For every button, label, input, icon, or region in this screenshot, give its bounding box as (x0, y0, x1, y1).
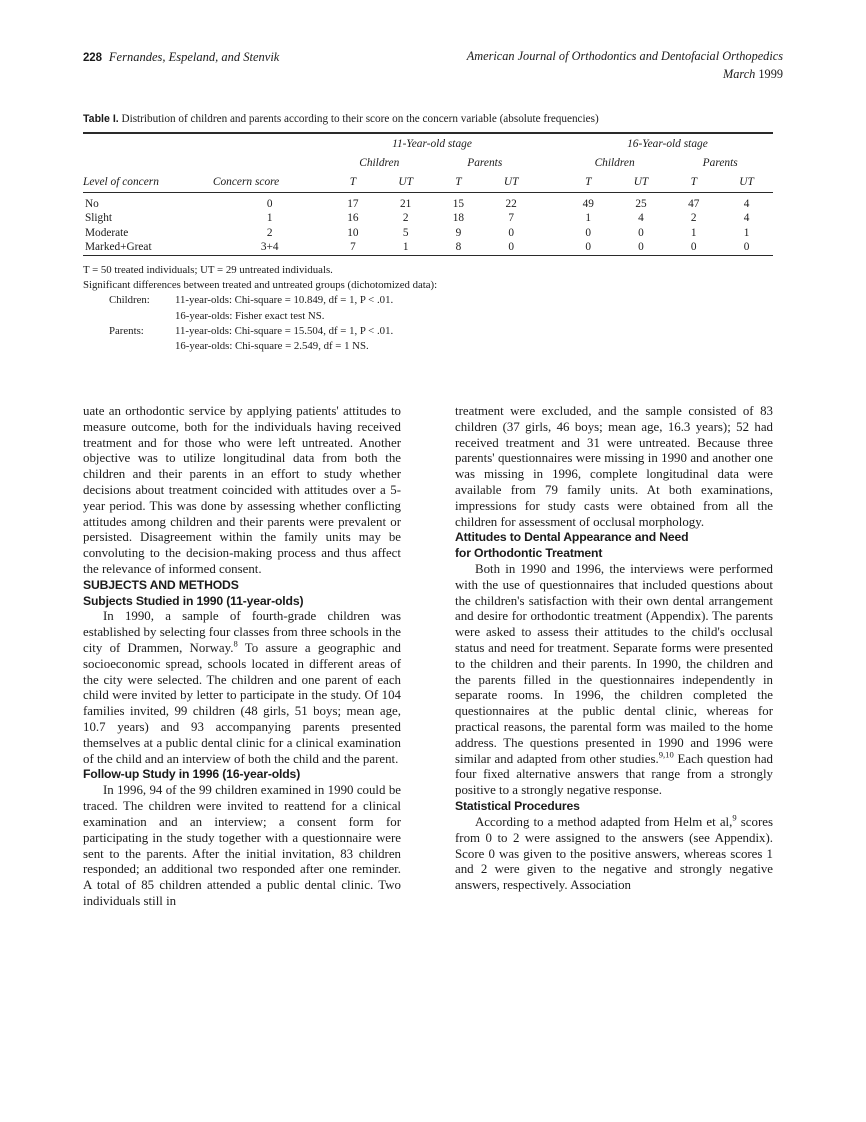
cell: 0 (508, 241, 514, 254)
cell: 49 (582, 197, 594, 210)
cell: 1 (585, 212, 592, 225)
footnote-parents-label: Parents: (109, 324, 144, 337)
paragraph-attitudes-part-b: Each question had four fixed alternative answers that range from a strongly positive to a strongly negative response. (455, 751, 773, 798)
cell: 8 (455, 241, 462, 254)
cell: 7 (508, 212, 514, 225)
cell: 4 (743, 197, 750, 210)
col-header-concern-score: Concern score (212, 175, 280, 188)
stage-header-16: 16-Year-old stage (562, 133, 773, 153)
cell: 9 (455, 226, 462, 239)
table-label: Table I. (83, 113, 119, 125)
table-row (83, 226, 773, 241)
cell: 1 (743, 226, 750, 239)
row-concern-score: 2 (266, 226, 273, 239)
cell: 4 (638, 212, 644, 225)
col-header-level-of-concern: Level of concern (83, 175, 159, 188)
cell: 16 (347, 212, 359, 225)
footnote-significance-intro: Significant differences between treated and untreated groups (dichotomized data): (83, 278, 438, 291)
cell: 0 (585, 241, 592, 254)
table-block (83, 112, 773, 355)
row-level-label: Slight (85, 212, 112, 225)
footnote-children-16-text: 16-year-olds: Fisher exact test NS. (175, 309, 325, 322)
cell: 1 (402, 241, 409, 254)
table-group-header-row (83, 154, 773, 171)
column-right (455, 404, 773, 894)
paragraph-1990-part-a: In 1990, a sample of fourth-grade children was established by selecting four classes from three schools in the city of Drammen, Norway. (83, 609, 401, 656)
footnote-children-label: Children: (109, 294, 150, 307)
heading-statistical-procedures: Statistical Procedures (455, 799, 580, 814)
sub-header-3: UT (503, 175, 519, 188)
cell: 0 (638, 241, 644, 254)
table-stage-header-row (83, 133, 773, 153)
paragraph-statistics-part-a: According to a method adapted from Helm et al, (475, 814, 733, 829)
paragraph-1996-followup: In 1996, 94 of the 99 children examined in 1990 could be traced. The children were invited to reattend for a clinical examination and an interview; a consent form for participating in the study together with a questionnaire were sent to the parents. After the initial invitation, 83 children responded; an additional two responded after one reminder. A total of 85 children attended a public dental clinic. Two individuals still in (83, 783, 401, 908)
running-head-left (83, 48, 279, 66)
cell: 4 (743, 212, 750, 225)
row-concern-score: 3+4 (260, 241, 279, 254)
cell: 0 (508, 226, 514, 239)
issue-date (467, 66, 783, 84)
sub-header-7: UT (739, 175, 754, 188)
sub-header-0: T (349, 175, 357, 188)
sub-header-2: T (455, 175, 462, 188)
group-header-parents-16: Parents (702, 156, 738, 169)
paragraph-1990-part-b: To assure a geographic and socioeconomic spread, schools located in different areas of the city were selected. The children and one parent of each child were invited by letter to participate in the study. Of 104 families invited, 99 children (48 girls, 51 boys; mean age, 10.7 years) and 93 accompanying parents presented themselves at a public dental clinic for a clinical examination of the child and an interview of both the child and the parent. (83, 641, 401, 766)
group-header-parents-11: Parents (467, 156, 503, 169)
heading-subjects-studied-1990: Subjects Studied in 1990 (11-year-olds) (83, 593, 304, 608)
row-concern-score: 0 (266, 197, 273, 210)
cell: 5 (402, 226, 409, 239)
heading-attitudes-line2: for Orthodontic Treatment (455, 546, 603, 561)
journal-title: American Journal of Orthodontics and Dentofacial Orthopedics (466, 49, 783, 63)
group-header-children-11: Children (359, 156, 400, 169)
footnote-parents-11 (83, 324, 773, 339)
column-left (83, 404, 401, 910)
cell: 25 (635, 197, 647, 210)
table-row (83, 197, 773, 212)
footnote-parents-16 (83, 339, 773, 354)
footnote-parents-16-text: 16-year-olds: Chi-square = 2.549, df = 1 NS. (175, 340, 369, 353)
cell: 15 (452, 197, 465, 210)
row-level-label: Marked+Great (85, 241, 152, 254)
paragraph-continued-left: uate an orthodontic service by applying patients' attitudes to measure outcome, both for the individuals having received treatment and for those who were left untreated. Another objective was to utilize longitudinal data from both the children and their parents in an effort to study whether decisions about treatment coincided with attitudes over a 5-year period. This was done by assessing whether conflicting attitudes among children and their parents were prevalent or persisted. Disagreement within the family units may be convoluting to the decision-making process and thus affect the relevance of informed consent. (83, 404, 401, 576)
paragraph-statistics-part-b: scores from 0 to 2 were assigned to the answers (see Appendix). Score 0 was given to the positive answers, whereas scores 1 and 2 were given to the negative and strongly negative answers, respectively. Association (455, 814, 774, 893)
group-header-children-16: Children (594, 156, 635, 169)
sub-header-5: UT (633, 175, 649, 188)
sub-header-4: T (585, 175, 592, 188)
table-caption-text: Distribution of children and parents according to their score on the concern variable (absolute frequencies) (121, 113, 599, 125)
paragraph-continued-right: treatment were excluded, and the sample consisted of 83 children (37 girls, 46 boys; mean age, 16.3 years); 52 had received treatment and 31 were untreated. Because three parents' questionnaires were missing in 1990 and another one was missing in 1996, complete longitudinal data were available from 79 family units. At both examinations, impressions for study casts were obtained from all the children for assessment of occlusal morphology. (455, 404, 773, 529)
running-head (83, 48, 783, 94)
cell: 0 (690, 241, 697, 254)
cell: 2 (402, 212, 409, 225)
cell: 0 (743, 241, 750, 254)
cell: 0 (638, 226, 644, 239)
heading-followup-1996: Follow-up Study in 1996 (16-year-olds) (83, 767, 301, 782)
row-level-label: Moderate (85, 226, 129, 239)
reference-marker-9: 9 (732, 812, 737, 823)
footnote-parents-11-text: 11-year-olds: Chi-square = 15.504, df = 1, P < .01. (175, 324, 394, 337)
table-row (83, 240, 773, 255)
row-concern-score: 1 (266, 212, 273, 225)
page-number: 228 (83, 52, 102, 64)
concern-distribution-table (83, 132, 773, 258)
paragraph-attitudes (455, 562, 773, 799)
table-row (83, 211, 773, 226)
cell: 10 (347, 226, 359, 239)
footnote-children-16 (83, 309, 773, 324)
paragraph-statistics (455, 812, 774, 894)
table-caption (83, 112, 773, 127)
stage-header-11: 11-Year-old stage (327, 133, 538, 153)
cell: 0 (585, 226, 592, 239)
cell: 18 (452, 212, 465, 225)
table-bottom-rule-row (83, 255, 773, 258)
cell: 22 (505, 197, 517, 210)
running-head-authors: Fernandes, Espeland, and Stenvik (108, 50, 280, 64)
heading-subjects-and-methods: SUBJECTS AND METHODS (83, 577, 239, 592)
sub-header-6: T (690, 175, 697, 188)
sub-header-1: UT (398, 175, 413, 188)
running-head-right (467, 48, 783, 84)
cell: 17 (347, 197, 359, 210)
row-level-label: No (85, 197, 99, 210)
table-sub-header-row (83, 172, 773, 192)
footnote-children-11-text: 11-year-olds: Chi-square = 10.849, df = 1, P < .01. (175, 294, 394, 307)
footnote-definitions: T = 50 treated individuals; UT = 29 untreated individuals. (83, 263, 333, 276)
table-footnotes (83, 263, 773, 355)
cell: 21 (399, 197, 412, 210)
issue-year: 1999 (758, 66, 783, 81)
cell: 47 (688, 197, 700, 210)
heading-attitudes-line1: Attitudes to Dental Appearance and Need (455, 530, 689, 545)
reference-marker-9-10: 9,10 (658, 749, 674, 760)
reference-marker-8: 8 (233, 638, 238, 649)
paragraph-attitudes-part-a: Both in 1990 and 1996, the interviews were performed with the use of questionnaires that included questions about the children's satisfaction with their own dental arrangement and desire for orthodontic treatment (Appendix). The parents were asked to assess their attitudes to the child's occlusal status and need for treatment. Separate forms were presented to the children and their parents. In 1990, the children and the parents filled in the questionnaires independently in separate rooms. In 1996, the children completed the questionnaires at the public dental clinic, whereas for practical reasons, the parental form was mailed to the home address. The questions presented in 1990 and 1996 were similar and adapted from other studies. (455, 562, 773, 766)
footnote-children-11 (83, 293, 773, 308)
paragraph-1990-sample (83, 609, 401, 767)
cell: 1 (690, 226, 697, 239)
cell: 7 (350, 241, 356, 254)
cell: 2 (690, 212, 697, 225)
issue-month: March (723, 66, 756, 81)
